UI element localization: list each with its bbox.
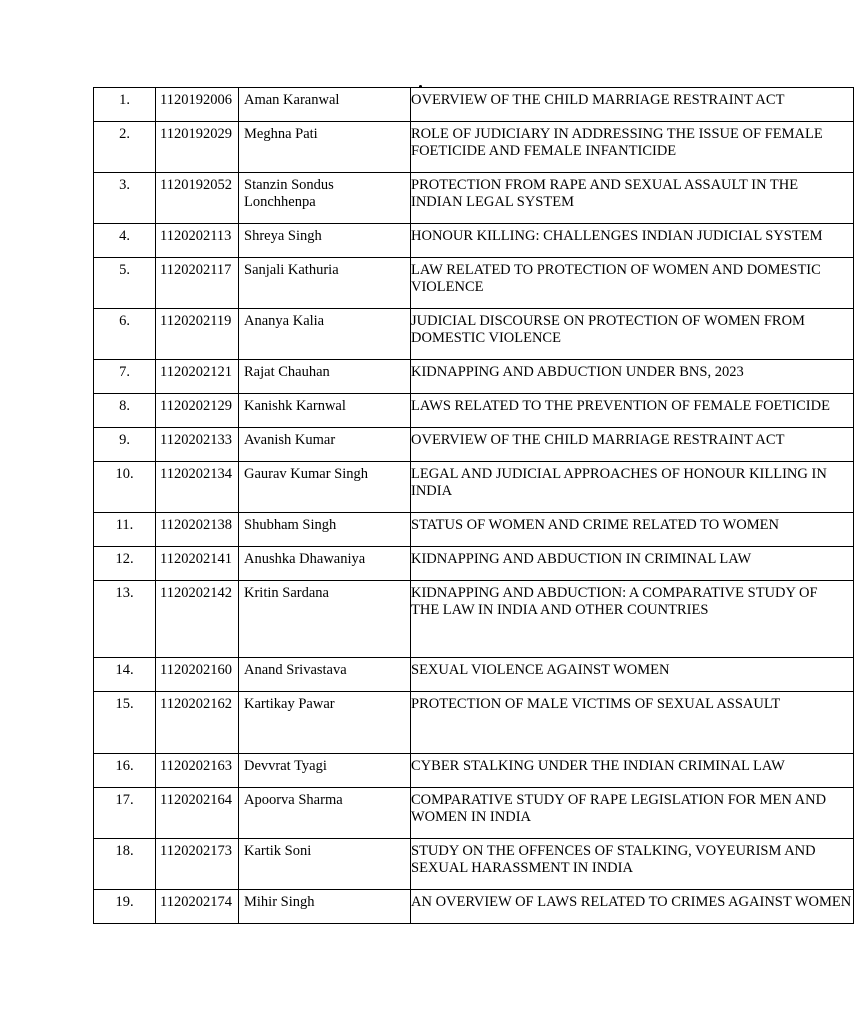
topic-line: KIDNAPPING AND ABDUCTION UNDER BNS, 2023 — [411, 364, 744, 380]
table-row — [94, 581, 854, 658]
student-name-cell — [239, 88, 411, 122]
student-name-line: Lonchhenpa — [244, 194, 316, 210]
student-name-line: Ananya Kalia — [244, 313, 325, 329]
table-row — [94, 547, 854, 581]
topic-line: SEXUAL VIOLENCE AGAINST WOMEN — [411, 662, 670, 678]
student-name-cell — [239, 258, 411, 309]
enrollment-number-cell: 1120202129 — [156, 394, 239, 428]
student-name-cell — [239, 547, 411, 581]
enrollment-number-cell: 1120192052 — [156, 173, 239, 224]
table-row — [94, 788, 854, 839]
topic-line: STATUS OF WOMEN AND CRIME RELATED TO WOMEN — [411, 517, 779, 533]
topic-line: JUDICIAL DISCOURSE ON PROTECTION OF WOMEN FROM — [411, 313, 805, 329]
table-row — [94, 360, 854, 394]
topic-line: OVERVIEW OF THE CHILD MARRIAGE RESTRAINT ACT — [411, 92, 785, 108]
topic-cell — [411, 88, 854, 122]
table-row — [94, 658, 854, 692]
serial-number-cell: 17. — [94, 788, 156, 839]
serial-number-cell: 18. — [94, 839, 156, 890]
serial-number-cell: 14. — [94, 658, 156, 692]
serial-number-cell: 10. — [94, 462, 156, 513]
enrollment-number-cell: 1120202164 — [156, 788, 239, 839]
topic-cell — [411, 428, 854, 462]
student-topics-table-wrapper — [93, 87, 852, 924]
enrollment-number-cell: 1120202134 — [156, 462, 239, 513]
enrollment-number-cell: 1120202119 — [156, 309, 239, 360]
enrollment-number-cell: 1120202142 — [156, 581, 239, 658]
student-name-cell — [239, 428, 411, 462]
serial-number-cell: 7. — [94, 360, 156, 394]
student-name-cell — [239, 754, 411, 788]
student-name-line: Meghna Pati — [244, 126, 318, 142]
enrollment-number-cell: 1120202174 — [156, 890, 239, 924]
topic-line: AN OVERVIEW OF LAWS RELATED TO CRIMES AGAINST WOMEN — [411, 894, 852, 910]
enrollment-number-cell: 1120202173 — [156, 839, 239, 890]
student-name-cell — [239, 788, 411, 839]
topic-line: SEXUAL HARASSMENT IN INDIA — [411, 860, 633, 876]
student-topics-table — [93, 87, 854, 924]
topic-line: FOETICIDE AND FEMALE INFANTICIDE — [411, 143, 677, 159]
student-name-line: Stanzin Sondus — [244, 177, 334, 193]
topic-cell — [411, 839, 854, 890]
student-name-cell — [239, 658, 411, 692]
topic-line: OVERVIEW OF THE CHILD MARRIAGE RESTRAINT ACT — [411, 432, 785, 448]
topic-cell — [411, 547, 854, 581]
table-row — [94, 122, 854, 173]
serial-number-cell: 11. — [94, 513, 156, 547]
topic-line: KIDNAPPING AND ABDUCTION: A COMPARATIVE STUDY OF — [411, 585, 818, 601]
table-body — [94, 88, 854, 924]
student-name-line: Kartik Soni — [244, 843, 312, 859]
student-name-line: Kanishk Karnwal — [244, 398, 346, 414]
enrollment-number-cell: 1120202162 — [156, 692, 239, 754]
enrollment-number-cell: 1120202141 — [156, 547, 239, 581]
serial-number-cell: 4. — [94, 224, 156, 258]
student-name-cell — [239, 462, 411, 513]
serial-number-cell: 3. — [94, 173, 156, 224]
table-row — [94, 173, 854, 224]
topic-cell — [411, 692, 854, 754]
enrollment-number-cell: 1120202113 — [156, 224, 239, 258]
table-row — [94, 224, 854, 258]
student-name-cell — [239, 122, 411, 173]
topic-line: COMPARATIVE STUDY OF RAPE LEGISLATION FOR MEN AND — [411, 792, 827, 808]
topic-line: KIDNAPPING AND ABDUCTION IN CRIMINAL LAW — [411, 551, 752, 567]
enrollment-number-cell: 1120192029 — [156, 122, 239, 173]
topic-line: STUDY ON THE OFFENCES OF STALKING, VOYEURISM AND — [411, 843, 816, 859]
topic-line: PROTECTION FROM RAPE AND SEXUAL ASSAULT IN THE — [411, 177, 799, 193]
student-name-line: Devvrat Tyagi — [244, 758, 327, 774]
student-name-cell — [239, 581, 411, 658]
topic-cell — [411, 394, 854, 428]
student-name-line: Aman Karanwal — [244, 92, 340, 108]
topic-cell — [411, 224, 854, 258]
topic-line: ROLE OF JUDICIARY IN ADDRESSING THE ISSUE OF FEMALE — [411, 126, 823, 142]
student-name-line: Anushka Dhawaniya — [244, 551, 366, 567]
serial-number-cell: 12. — [94, 547, 156, 581]
student-name-cell — [239, 692, 411, 754]
student-name-cell — [239, 224, 411, 258]
topic-line: LAWS RELATED TO THE PREVENTION OF FEMALE FOETICIDE — [411, 398, 830, 414]
student-name-line: Shreya Singh — [244, 228, 322, 244]
topic-cell — [411, 658, 854, 692]
topic-cell — [411, 360, 854, 394]
serial-number-cell: 13. — [94, 581, 156, 658]
student-name-line: Anand Srivastava — [244, 662, 347, 678]
topic-line: PROTECTION OF MALE VICTIMS OF SEXUAL ASSAULT — [411, 696, 781, 712]
student-name-line: Mihir Singh — [244, 894, 315, 910]
student-name-line: Shubham Singh — [244, 517, 337, 533]
serial-number-cell: 1. — [94, 88, 156, 122]
serial-number-cell: 6. — [94, 309, 156, 360]
topic-line: CYBER STALKING UNDER THE INDIAN CRIMINAL LAW — [411, 758, 785, 774]
student-name-line: Apoorva Sharma — [244, 792, 343, 808]
topic-line: DOMESTIC VIOLENCE — [411, 330, 561, 346]
topic-line: WOMEN IN INDIA — [411, 809, 532, 825]
enrollment-number-cell: 1120192006 — [156, 88, 239, 122]
enrollment-number-cell: 1120202163 — [156, 754, 239, 788]
table-row — [94, 462, 854, 513]
topic-cell — [411, 754, 854, 788]
student-name-cell — [239, 173, 411, 224]
table-row — [94, 754, 854, 788]
serial-number-cell: 2. — [94, 122, 156, 173]
student-name-cell — [239, 309, 411, 360]
enrollment-number-cell: 1120202117 — [156, 258, 239, 309]
topic-line: VIOLENCE — [411, 279, 484, 295]
table-row — [94, 309, 854, 360]
enrollment-number-cell: 1120202160 — [156, 658, 239, 692]
topic-line: LAW RELATED TO PROTECTION OF WOMEN AND DOMESTIC — [411, 262, 821, 278]
table-row — [94, 258, 854, 309]
student-name-cell — [239, 513, 411, 547]
table-row — [94, 890, 854, 924]
student-name-line: Rajat Chauhan — [244, 364, 330, 380]
table-row — [94, 692, 854, 754]
topic-cell — [411, 581, 854, 658]
serial-number-cell: 15. — [94, 692, 156, 754]
serial-number-cell: 16. — [94, 754, 156, 788]
table-row — [94, 88, 854, 122]
topic-cell — [411, 258, 854, 309]
student-name-line: Kritin Sardana — [244, 585, 329, 601]
table-row — [94, 428, 854, 462]
topic-cell — [411, 173, 854, 224]
topic-cell — [411, 462, 854, 513]
topic-cell — [411, 890, 854, 924]
student-name-line: Sanjali Kathuria — [244, 262, 339, 278]
topic-line: THE LAW IN INDIA AND OTHER COUNTRIES — [411, 602, 709, 618]
enrollment-number-cell: 1120202121 — [156, 360, 239, 394]
student-name-line: Kartikay Pawar — [244, 696, 335, 712]
serial-number-cell: 19. — [94, 890, 156, 924]
topic-cell — [411, 513, 854, 547]
topic-line: LEGAL AND JUDICIAL APPROACHES OF HONOUR KILLING IN — [411, 466, 827, 482]
student-name-line: Avanish Kumar — [244, 432, 336, 448]
topic-cell — [411, 788, 854, 839]
enrollment-number-cell: 1120202138 — [156, 513, 239, 547]
student-name-cell — [239, 890, 411, 924]
table-row — [94, 513, 854, 547]
topic-cell — [411, 309, 854, 360]
serial-number-cell: 8. — [94, 394, 156, 428]
topic-line: INDIAN LEGAL SYSTEM — [411, 194, 574, 210]
table-row — [94, 839, 854, 890]
topic-line: HONOUR KILLING: CHALLENGES INDIAN JUDICIAL SYSTEM — [411, 228, 823, 244]
topic-line: INDIA — [411, 483, 453, 499]
table-row — [94, 394, 854, 428]
student-name-cell — [239, 394, 411, 428]
topic-cell — [411, 122, 854, 173]
student-name-line: Gaurav Kumar Singh — [244, 466, 369, 482]
student-name-cell — [239, 360, 411, 394]
enrollment-number-cell: 1120202133 — [156, 428, 239, 462]
student-name-cell — [239, 839, 411, 890]
serial-number-cell: 5. — [94, 258, 156, 309]
serial-number-cell: 9. — [94, 428, 156, 462]
